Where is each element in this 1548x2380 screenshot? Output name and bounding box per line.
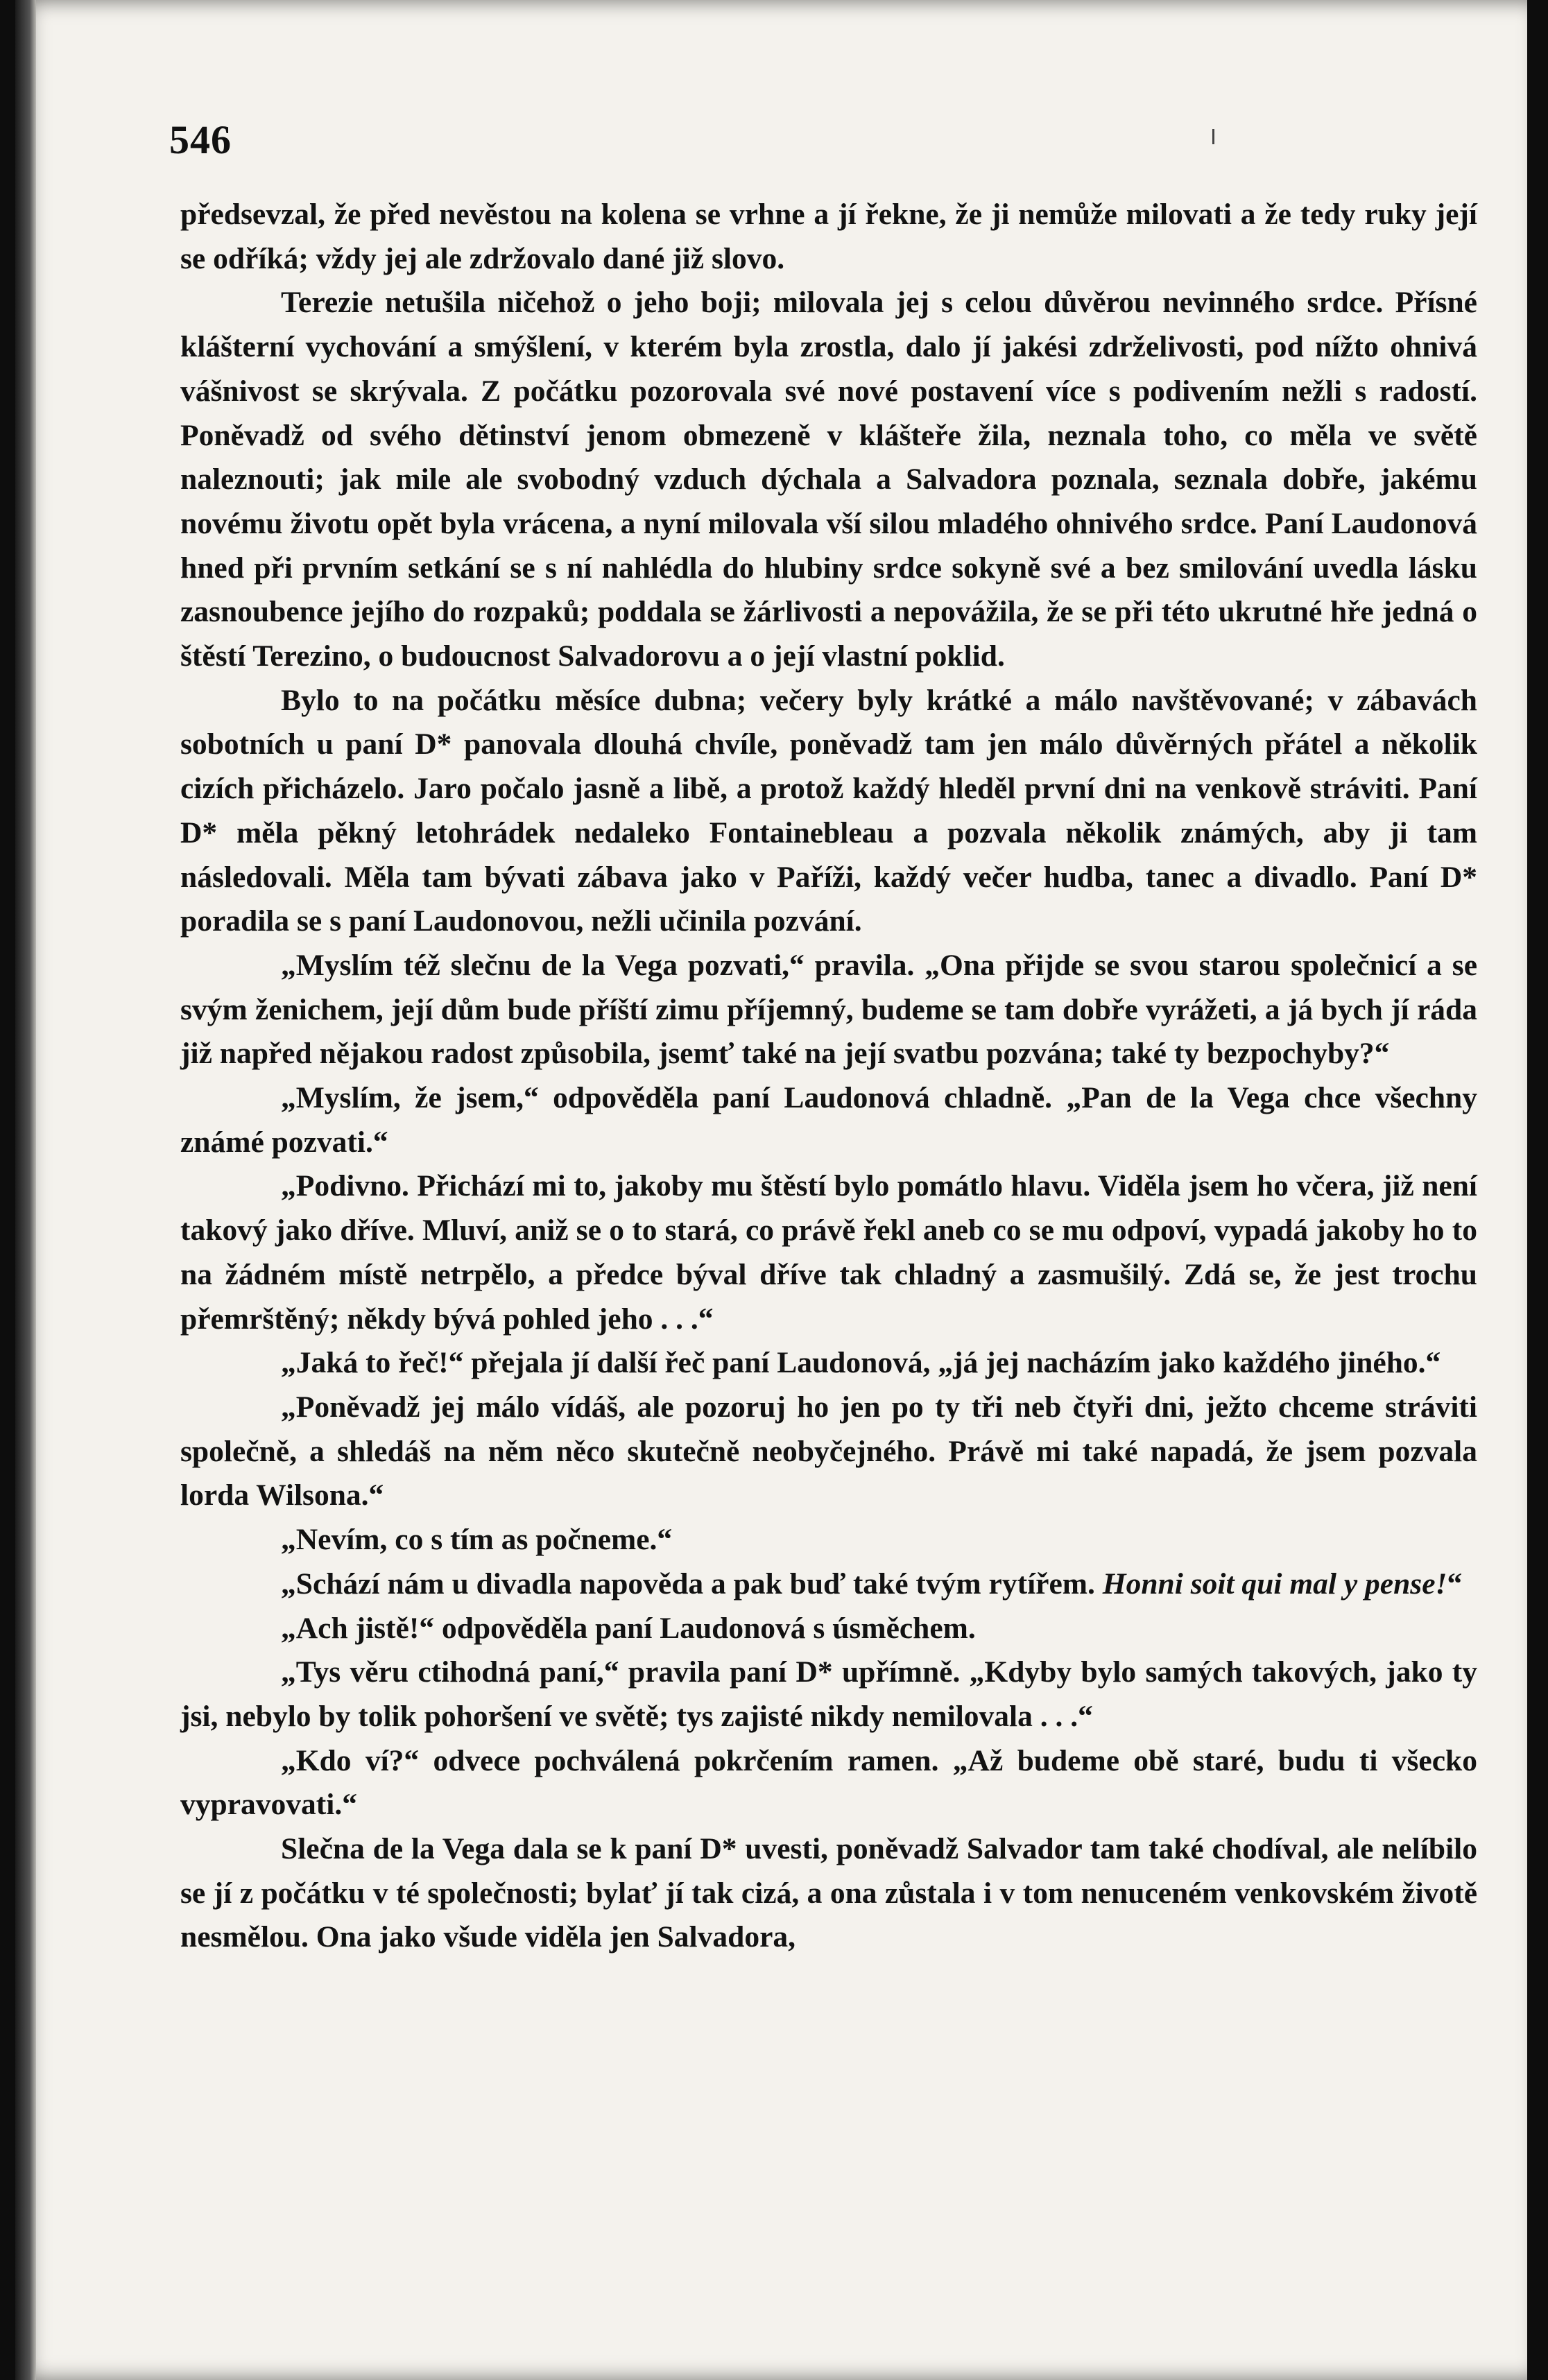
closing-quote: “ bbox=[1447, 1567, 1463, 1601]
paragraph: Bylo to na počátku měsíce dubna; večery byly krátké a málo navštěvované; v zábavách sobotních u paní D* panovala dlouhá chvíle, poněvadž tam jen málo důvěrných přátel a několik cizích přicházelo. Jaro počalo jasně a libě, a protož každý hleděl první dni na venkově stráviti. Paní D* měla pěkný letohrádek nedaleko Fontainebleau a pozvala několik známých, aby ji tam následovali. Měla tam bývati zábava jako v Paříži, každý večer hudba, tanec a divadlo. Paní D* poradila se s paní Laudonovou, nežli učinila pozvání. bbox=[180, 683, 1477, 938]
paragraph: „Poněvadž jej málo vídáš, ale pozoruj ho jen po ty tři neb čtyři dni, ježto chceme stráviti společně, a shledáš na něm něco skutečně neobyčejného. Právě mi také napadá, že jsem pozvala lorda Wilsona.“ bbox=[180, 1390, 1477, 1512]
paragraph: „Nevím, co s tím as počneme.“ bbox=[281, 1523, 673, 1557]
paragraph: předsevzal, že před nevěstou na kolena se vrhne a jí řekne, že ji nemůže milovati a že tedy ruky její se odříká; vždy jej ale zdržovalo dané již slovo. bbox=[180, 198, 1477, 275]
paragraph: „Myslím, že jsem,“ odpověděla paní Laudonová chladně. „Pan de la Vega chce všechny známé pozvati.“ bbox=[180, 1081, 1477, 1159]
page-number: 546 bbox=[169, 117, 232, 162]
paragraph: „Myslím též slečnu de la Vega pozvati,“ pravila. „Ona přijde se svou starou společnicí a se svým ženichem, její dům bude příští zimu příjemný, budeme se tam dobře vyrážeti, a já bych jí ráda již napřed nějakou radost způsobila, jsemť také na její svatbu pozvána; také ty bezpochyby?“ bbox=[180, 948, 1477, 1071]
scan-artifact bbox=[1212, 129, 1214, 144]
paragraph-italic-motto: Honni soit qui mal y pense! bbox=[1102, 1567, 1447, 1601]
paragraph: „Jaká to řeč!“ přejala jí další řeč paní Laudonová, „já jej nacházím jako každého jiného.“ bbox=[281, 1346, 1441, 1380]
paragraph: Slečna de la Vega dala se k paní D* uvesti, poněvadž Salvador tam také chodíval, ale nelíbilo se jí z počátku v té společnosti; bylať jí tak cizá, a ona zůstala i v tom nenuceném venkovském životě nesmělou. Ona jako všude viděla jen Salvadora, bbox=[180, 1832, 1477, 1954]
body-text bbox=[180, 193, 1477, 1960]
book-binding-edge bbox=[15, 0, 36, 2380]
paragraph bbox=[180, 1562, 1477, 1607]
paragraph: „Podivno. Přichází mi to, jakoby mu štěstí bylo pomátlo hlavu. Viděla jsem ho včera, již není takový jako dříve. Mluví, aniž se o to stará, co právě řekl aneb co se mu odpoví, vypadá jakoby ho to na žádném místě netrpělo, a předce býval dříve tak chladný a zasmušilý. Zdá se, že jest trochu přemrštěný; někdy bývá pohled jeho . . .“ bbox=[180, 1169, 1477, 1336]
paragraph: „Tys věru ctihodná paní,“ pravila paní D* upřímně. „Kdyby bylo samých takových, jako ty jsi, nebylo by tolik pohoršení ve světě; tys zajisté nikdy nemilovala . . .“ bbox=[180, 1655, 1477, 1733]
paragraph: „Ach jistě!“ odpověděla paní Laudonová s úsměchem. bbox=[281, 1611, 976, 1645]
paragraph: „Kdo ví?“ odvece pochválená pokrčením ramen. „Až budeme obě staré, budu ti všecko vypravovati.“ bbox=[180, 1743, 1477, 1822]
paragraph: Terezie netušila ničehož o jeho boji; milovala jej s celou důvěrou nevinného srdce. Přísné klášterní vychování a smýšlení, v kterém byla zrostla, dalo jí jakési zdrželivosti, pod nížto ohnivá vášnivost se skrývala. Z počátku pozorovala své nové postavení více s podivením nežli s radostí. Poněvadž od svého dětinství jenom obmezeně v klášteře žila, neznala toho, co měla ve světě naleznouti; jak mile ale svobodný vzduch dýchala a Salvadora poznala, seznala dobře, jakému novému životu opět byla vrácena, a nyní milovala vší silou mladého ohnivého srdce. Paní Laudonová hned při prvním setkání se s ní nahlédla do hlubiny srdce sokyně své a bez smilování uvedla lásku zasnoubence jejího do rozpaků; poddala se žárlivosti a nepovážila, že se při této ukrutné hře jedná o štěstí Terezino, o budoucnost Salvadorovu a o její vlastní poklid. bbox=[180, 286, 1477, 673]
paragraph-text: „Schází nám u divadla napověda a pak buď také tvým rytířem. bbox=[281, 1567, 1095, 1601]
book-page bbox=[15, 0, 1527, 2380]
